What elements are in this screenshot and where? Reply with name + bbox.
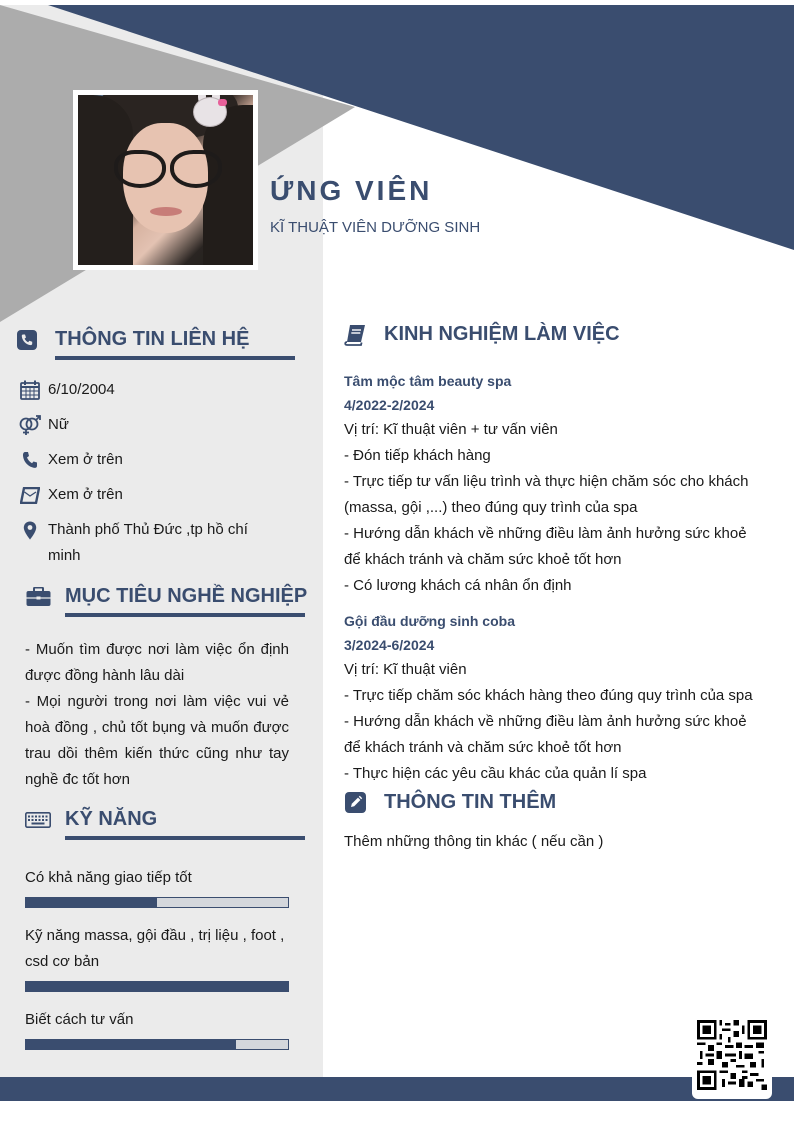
skills-section-title: KỸ NĂNG [65, 808, 158, 830]
skill-label: Kỹ năng massa, gội đầu , trị liệu , foot , csd cơ bản [25, 927, 285, 970]
objective-line: - Mọi người trong nơi làm việc vui vẻ hoà đồng , chủ tốt bụng và muốn được trau dồi thêm kiến thức cũng như tay nghề đc tốt hơn [25, 693, 289, 788]
keyboard-icon [25, 809, 51, 831]
experience-line: - Hướng dẫn khách về những điều làm ảnh hưởng sức khoẻ để khách tránh và chăm sức khoẻ tốt hơn [344, 713, 747, 756]
skills-underline [65, 836, 305, 840]
skill-bar-fill [26, 1040, 236, 1049]
experience-section-title: KINH NGHIỆM LÀM VIỆC [384, 323, 620, 345]
experience-line: - Trực tiếp tư vấn liệu trình và thực hiện chăm sóc cho khách (massa, gội ,...) theo đúng quy trình của spa [344, 473, 749, 516]
experience-line: Vị trí: Kĩ thuật viên [344, 661, 467, 678]
briefcase-icon [25, 586, 51, 608]
skills-section-header [25, 808, 157, 831]
experience-company: Tâm mộc tâm beauty spa [344, 373, 512, 389]
objective-section-header [25, 585, 307, 608]
skill-label: Có khả năng giao tiếp tốt [25, 869, 192, 886]
contact-gender-value: Nữ [48, 416, 69, 433]
skill-bar-fill [26, 898, 157, 907]
skill-bar [25, 981, 289, 992]
experience-line: - Thực hiện các yêu cầu khác của quản lí spa [344, 765, 647, 782]
job-title: KĨ THUẬT VIÊN DƯỠNG SINH [270, 219, 481, 236]
profile-photo-frame [73, 90, 258, 270]
book-icon [344, 324, 366, 346]
experience-section-header [344, 323, 620, 346]
experience-company: Gội đầu dưỡng sinh coba [344, 613, 515, 629]
contact-email [18, 484, 123, 508]
contact-birthday [18, 379, 115, 403]
map-marker-icon [18, 519, 42, 541]
objective-text [25, 637, 289, 793]
contact-underline [55, 356, 295, 360]
contact-phone-value: Xem ở trên [48, 451, 123, 468]
contact-gender [18, 414, 69, 438]
cv-page [0, 5, 794, 1101]
additional-section-header [344, 791, 556, 814]
experience-line: - Trực tiếp chăm sóc khách hàng theo đúng quy trình của spa [344, 687, 753, 704]
contact-birthday-value: 6/10/2004 [48, 381, 115, 398]
skill-bar-fill [26, 982, 288, 991]
pencil-square-icon [344, 792, 366, 814]
experience-period: 3/2024-6/2024 [344, 637, 435, 653]
envelope-icon [18, 484, 42, 506]
contact-section-title: THÔNG TIN LIÊN HỆ [55, 328, 250, 350]
contact-phone [18, 449, 123, 473]
phone-square-icon [16, 329, 38, 351]
phone-icon [18, 449, 42, 471]
footer-bar [0, 1077, 794, 1101]
experience-period: 4/2022-2/2024 [344, 397, 435, 413]
candidate-name: ỨNG VIÊN [270, 175, 433, 206]
additional-section-title: THÔNG TIN THÊM [384, 791, 557, 813]
calendar-icon [18, 379, 42, 401]
objective-underline [65, 613, 305, 617]
profile-photo [78, 95, 253, 265]
skill-bar [25, 1039, 289, 1050]
experience-item [344, 369, 764, 599]
skill-bar [25, 897, 289, 908]
additional-text: Thêm những thông tin khác ( nếu cần ) [344, 833, 604, 850]
experience-line: Vị trí: Kĩ thuật viên + tư vấn viên [344, 421, 558, 438]
experience-item [344, 609, 764, 787]
experience-line: - Đón tiếp khách hàng [344, 447, 491, 464]
experience-line: - Có lương khách cá nhân ổn định [344, 577, 572, 594]
objective-line: - Muốn tìm được nơi làm việc ổn định được đồng hành lâu dài [25, 641, 289, 684]
contact-address-value: Thành phố Thủ Đức ,tp hồ chí minh [48, 521, 248, 564]
gender-icon [18, 414, 42, 436]
contact-section-header [16, 328, 249, 351]
contact-address [18, 519, 268, 569]
objective-section-title: MỤC TIÊU NGHỀ NGHIỆP [65, 585, 308, 607]
experience-line: - Hướng dẫn khách về những điều làm ảnh hưởng sức khoẻ để khách tránh và chăm sức khoẻ tốt hơn [344, 525, 747, 568]
qr-code [692, 1015, 772, 1099]
contact-email-value: Xem ở trên [48, 486, 123, 503]
skill-label: Biết cách tư vấn [25, 1011, 134, 1028]
